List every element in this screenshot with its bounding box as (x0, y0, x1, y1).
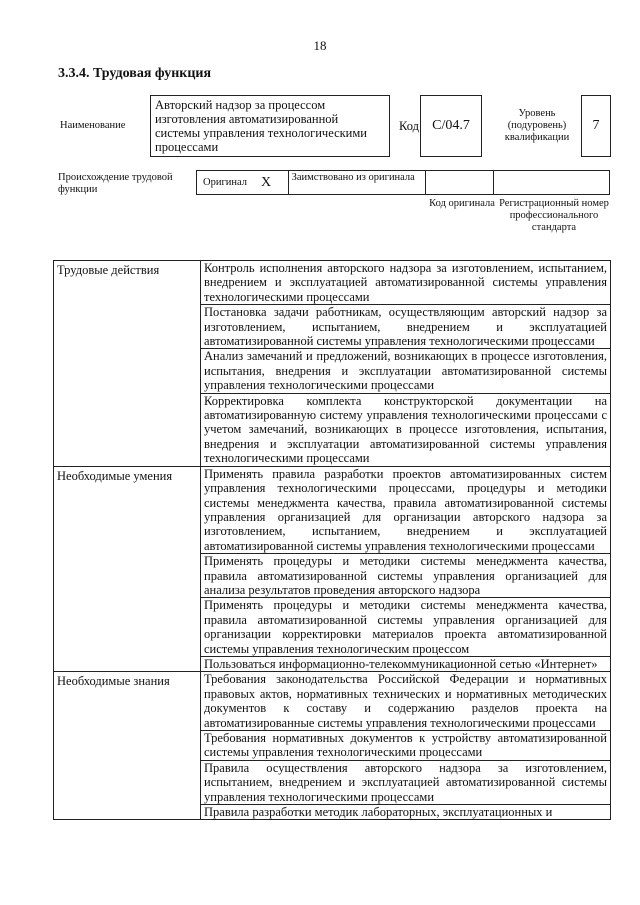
list-item: Требования нормативных документов к устройству автоматизированной системы управления технологическими процессами (201, 731, 611, 761)
original-code-cell (426, 171, 494, 194)
function-table (53, 260, 611, 820)
qualification-level-label: Уровень (подуровень) квалификации (504, 108, 570, 143)
origin-label: Происхождение трудовой функции (58, 172, 173, 195)
list-item: Анализ замечаний и предложений, возникающих в процессе изготовления, испытания, внедрения и эксплуатации автоматизированной системы управления технологическими процессами (201, 349, 611, 393)
code-value: С/04.7 (432, 118, 470, 133)
section-title: 3.3.4. Трудовая функция (58, 66, 212, 81)
code-value-box (420, 95, 482, 157)
section-title-labor-actions: Трудовые действия (54, 261, 201, 467)
list-item: Применять процедуры и методики системы менеджмента качества, правила автоматизированной системы управления организацией для анализа результатов проведения авторского надзора (201, 554, 611, 598)
list-item: Требования законодательства Российской Федерации и нормативных правовых актов, нормативных технических и нормативных методических документов к составу и содержанию разделов проекта на автоматизированные системы управления технологическими процессами (201, 672, 611, 731)
table-row (54, 466, 611, 553)
origin-row (196, 170, 610, 195)
reg-number-cell (494, 171, 609, 194)
table-row (54, 672, 611, 731)
table-row (54, 261, 611, 305)
list-item: Пользоваться информационно-телекоммуникационной сетью «Интернет» (201, 656, 611, 671)
reg-number-caption: Регистрационный номер профессионального стандарта (499, 198, 609, 233)
borrowed-cell: Заимствовано из оригинала (289, 171, 426, 194)
original-mark: X (261, 174, 272, 190)
original-cell (197, 171, 289, 194)
function-name-box: Авторский надзор за процессом изготовления автоматизированной системы управления технологическими процессами (150, 95, 390, 157)
code-label: Код (399, 119, 419, 133)
name-label: Наименование (60, 120, 126, 131)
page-number: 18 (313, 38, 327, 53)
original-code-caption: Код оригинала (429, 198, 495, 209)
qualification-level-value: 7 (592, 118, 600, 133)
list-item: Контроль исполнения авторского надзора за изготовлением, испытанием, внедрением и эксплуатацией автоматизированной системы управления технологическими процессами (201, 261, 611, 305)
original-label: Оригинал (203, 177, 247, 188)
qualification-level-box (581, 95, 611, 157)
list-item: Правила осуществления авторского надзора за изготовлением, испытанием, внедрением и эксплуатацией автоматизированной системы управления технологическими процессами (201, 760, 611, 804)
section-title-skills: Необходимые умения (54, 466, 201, 672)
list-item: Корректировка комплекта конструкторской документации на автоматизированную систему управления технологическими процессами с учетом замечаний, возникающих в процессе изготовления, испытания, внедрения и эксплуатации автоматизированной системы управления технологическими процессами (201, 393, 611, 466)
list-item: Применять правила разработки проектов автоматизированных систем управления технологическими процессами, процедуры и методики системы менеджмента качества, правила автоматизированной системы управления организацией для организации авторского надзора за изготовлением, испытанием, внедрением и эксплуатацией автоматизированной системы управления технологическими процессами (201, 466, 611, 553)
section-title-knowledge: Необходимые знания (54, 672, 201, 820)
list-item: Постановка задачи работникам, осуществляющим авторский надзор за изготовлением, испытанием, внедрением и эксплуатацией автоматизированной системы управления технологическими процессами (201, 305, 611, 349)
list-item: Правила разработки методик лабораторных, эксплуатационных и (201, 805, 611, 820)
list-item: Применять процедуры и методики системы менеджмента качества, правила автоматизированной системы управления организацией для организации корректировки материалов проекта автоматизированной системы управления технологическим процессом (201, 598, 611, 657)
